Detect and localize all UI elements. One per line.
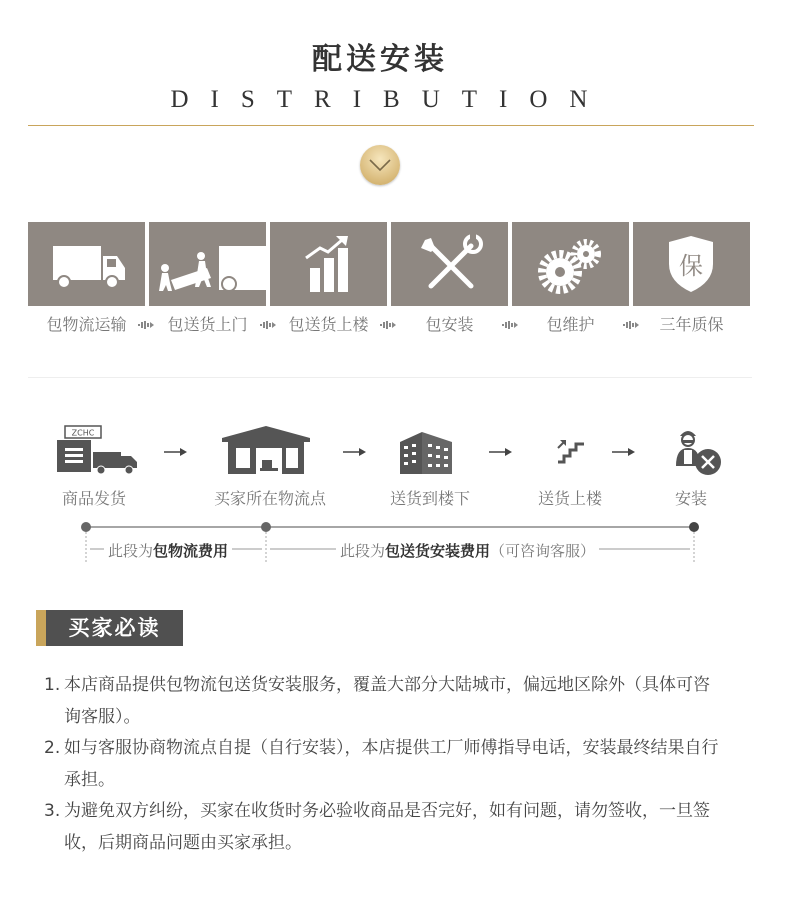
timeline-dot — [261, 522, 271, 532]
segment-delivery-cost: 此段为包送货安装费用（可咨询客服） — [336, 540, 599, 561]
building-icon — [398, 428, 454, 476]
service-label: 包送货上门 — [167, 315, 248, 334]
logistics-point-icon — [222, 424, 310, 476]
arrow-right-icon — [612, 446, 636, 458]
svg-text:保: 保 — [679, 252, 703, 280]
service-tile-door-delivery — [149, 222, 266, 306]
installer-icon — [672, 426, 724, 478]
signal-arrow-icon — [623, 320, 639, 330]
signal-arrow-icon — [502, 320, 518, 330]
delivery-workers-icon — [149, 222, 266, 306]
page-subtitle: DISTRIBUTION — [170, 86, 610, 113]
service-label: 包物流运输 — [46, 315, 127, 334]
service-tiles — [28, 222, 752, 306]
notice-title: 买家必读 — [46, 610, 183, 646]
notice-item-text: 如与客服协商物流点自提（自行安装），本店提供工厂师傅指导电话，安装最终结果自行承担。 — [64, 738, 719, 790]
flow-step-label: 商品发货 — [61, 489, 126, 508]
tools-icon — [391, 222, 508, 306]
truck-icon — [28, 222, 145, 306]
service-label: 包维护 — [546, 315, 595, 334]
gears-icon — [512, 222, 629, 306]
flow-step-label: 买家所在物流点 — [213, 489, 326, 508]
service-label: 包安装 — [425, 315, 474, 334]
notice-item-text: 为避免双方纠纷，买家在收货时务必验收商品是否完好，如有问题，请勿签收，一旦签收，后期商品问题由买家承担。 — [64, 801, 710, 853]
service-tile-warranty — [633, 222, 750, 306]
service-tile-install — [391, 222, 508, 306]
shield-icon — [633, 222, 750, 306]
badge-accent — [36, 610, 46, 646]
timeline-dot — [81, 522, 91, 532]
arrow-right-icon — [343, 446, 367, 458]
segment-logistics-cost: 此段为包物流费用 — [104, 540, 232, 561]
signal-arrow-icon — [380, 320, 396, 330]
warehouse-shipping-icon — [55, 424, 141, 476]
notice-item-text: 本店商品提供包物流包送货安装服务，覆盖大部分大陆城市，偏远地区除外（具体可咨询客服）。 — [64, 675, 710, 727]
service-tile-logistics — [28, 222, 145, 306]
section-divider — [28, 377, 752, 378]
notice-item — [44, 796, 724, 859]
scroll-down-button[interactable] — [360, 145, 400, 185]
service-label: 包送货上楼 — [288, 315, 369, 334]
flow-step-label: 送货上楼 — [537, 489, 602, 508]
signal-arrow-icon — [138, 320, 154, 330]
flow-step-label: 安装 — [674, 489, 707, 508]
signal-arrow-icon — [260, 320, 276, 330]
chevron-down-icon — [368, 155, 392, 175]
service-tile-upstairs — [270, 222, 387, 306]
service-tile-maintenance — [512, 222, 629, 306]
growth-chart-icon — [270, 222, 387, 306]
arrow-right-icon — [164, 446, 188, 458]
warehouse-sign: ZCHC — [71, 428, 95, 438]
service-label: 三年质保 — [659, 315, 724, 334]
notice-list — [44, 670, 724, 859]
arrow-right-icon — [489, 446, 513, 458]
notice-item-number: 2. — [44, 738, 61, 758]
notice-item-number: 3. — [44, 801, 61, 821]
page-title: 配送安装 — [312, 42, 448, 77]
timeline-dot — [689, 522, 699, 532]
flow-step-label: 送货到楼下 — [389, 489, 470, 508]
notice-item — [44, 733, 724, 796]
divider — [28, 125, 754, 126]
stairs-icon — [554, 438, 588, 466]
service-labels — [28, 312, 752, 336]
notice-item — [44, 670, 724, 733]
notice-item-number: 1. — [44, 675, 61, 695]
